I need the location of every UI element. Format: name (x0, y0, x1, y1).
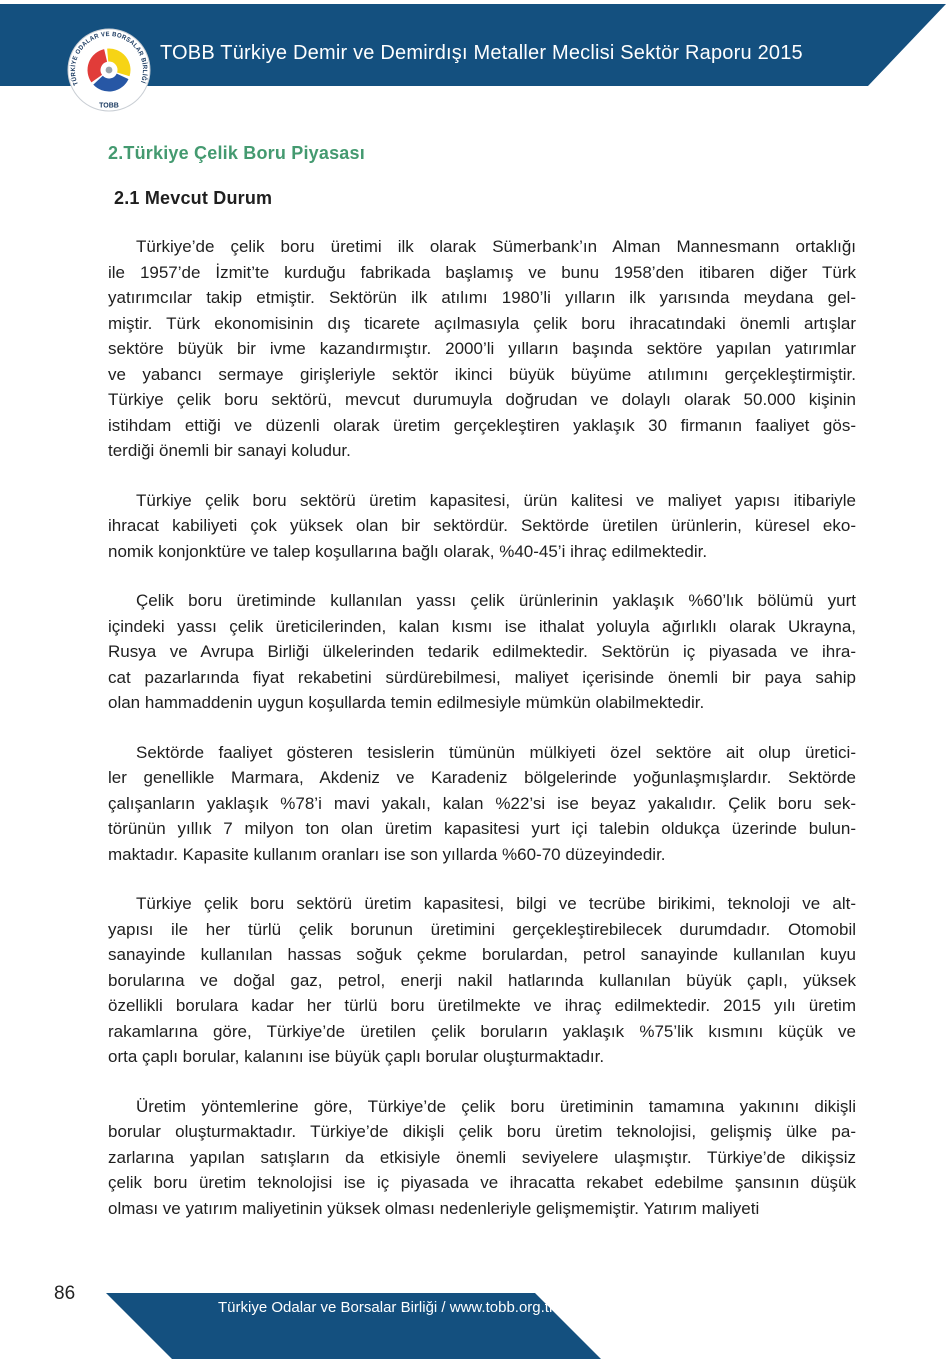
section-title: 2.Türkiye Çelik Boru Piyasası (108, 143, 365, 163)
text-line: törünün yıllık 7 milyon ton olan üretim kapasitesi yurt içi talebin oldukça üzerinde bulun- (108, 819, 856, 838)
text-line: borularına ve doğal gaz, petrol, enerji nakil hatlarında kullanılan büyük çaplı, yüksek (108, 970, 856, 990)
text-line: Türkiye çelik boru sektörü üretim kapasitesi, bilgi ve tecrübe birikimi, teknoloji ve alt- (136, 894, 856, 913)
text-line: sektöre büyük bir ivme kazandırmıştır. 2000’li yılların başında sektöre yapılan yatırımlar (108, 339, 856, 358)
page-number: 86 (54, 1283, 76, 1304)
text-line: terdiği önemli bir sanayi koludur. (108, 441, 351, 460)
paragraph (108, 1094, 856, 1222)
text-line: istihdam ettiği ve düzenli olarak üretim gerçekleştiren yaklaşık 30 firmanın faaliyet gös- (108, 415, 856, 435)
text-line: nomik konjonktüre ve talep koşullarına bağlı olarak, %40-45’i ihraç edilmektedir. (108, 541, 708, 561)
report-title: TOBB Türkiye Demir ve Demirdışı Metaller Meclisi Sektör Raporu 2015 (160, 42, 803, 64)
text-line: çalışanların yaklaşık %78’i mavi yakalı, kalan %22’si ise beyaz yakalıdır. Çelik boru sek- (108, 793, 856, 813)
subsection-title: 2.1 Mevcut Durum (114, 188, 273, 208)
text-line: yapısı ile her türlü çelik borunun üretimini gerçekleştirebilecek durumdadır. Otomobil (108, 919, 856, 939)
logo-name-text: TOBB (99, 102, 119, 110)
paragraph (108, 234, 856, 464)
text-line: olması ve yatırım maliyetinin yüksek olması nedenleriyle gelişmemiştir. Yatırım maliyeti (108, 1198, 760, 1218)
tobb-logo-icon (59, 20, 159, 120)
footer-banner-text: Türkiye Odalar ve Borsalar Birliği / www.tobb.org.tr (218, 1299, 554, 1316)
text-line: olan hammaddenin uygun koşullarda temin edilmesiyle mümkün olabilmektedir. (108, 693, 705, 712)
text-line: ler genellikle Marmara, Akdeniz ve Karadeniz bölgelerinde yoğunlaşmışlardır. Sektörde (108, 768, 856, 787)
text-line: miştir. Türk ekonomisinin dış ticarete açılmasıyla çelik boru ihracatındaki önemli artışlar (108, 313, 856, 333)
text-line: Türkiye çelik boru sektörü, mevcut durumuyla doğrudan ve dolaylı olarak 50.000 kişinin (108, 390, 856, 409)
text-line: orta çaplı borular, kalanını ise büyük çaplı borular oluşturmaktadır. (108, 1047, 605, 1066)
text-line: ve yabancı sermaye girişleriyle sektör ikinci büyük büyüme atılımını gerçekleştirmiştir. (108, 364, 856, 384)
logo-ring-text: TÜRKİYE ODALAR VE BORSALAR BİRLİĞİ (69, 30, 149, 87)
text-line: içindeki yassı çelik üreticilerinden, kalan kısmı ise ithalat yoluyla ağırlıklı olarak Ukrayna, (108, 616, 856, 636)
text-line: sanayinde kullanılan hassas soğuk çekme borulardan, petrol sanayinde kullanılan kuyu (108, 945, 856, 964)
text-line: zarlarına yapılan satışların da etkisiyle önemli seviyelere ulaşmıştır. Türkiye’de dikişsiz (108, 1147, 856, 1167)
text-line: Sektörde faaliyet gösteren tesislerin tümünün mülkiyeti özel sektöre ait olup üretici- (136, 742, 856, 762)
logo-emblem-icon (88, 54, 124, 90)
text-line: Türkiye çelik boru sektörü üretim kapasitesi, ürün kalitesi ve maliyet yapısı itibariyle (136, 490, 856, 510)
body-text (108, 234, 856, 1245)
paragraph (108, 588, 856, 716)
paragraph (108, 488, 856, 565)
paragraph (108, 891, 856, 1070)
text-line: maktadır. Kapasite kullanım oranları ise son yıllarda %60-70 düzeyindedir. (108, 844, 666, 864)
text-line: çelik boru üretim teknolojisi ise iç piyasada ve ihracatta rekabet edebilme şansının düşük (108, 1173, 856, 1192)
text-line: Üretim yöntemlerine göre, Türkiye’de çelik boru üretiminin tamamına yakınını dikişli (136, 1096, 856, 1116)
text-line: rakamlarına göre, Türkiye’de üretilen çelik boruların yaklaşık %75’lik kısmını küçük ve (108, 1021, 856, 1041)
text-line: cat pazarlarında fiyat rekabetini sürdürebilmesi, maliyet içerisinde önemli bir paya sahip (108, 667, 856, 687)
text-line: borular oluşturmaktadır. Türkiye’de dikişli çelik boru üretim teknolojisi, gelişmiş ülke pa- (108, 1122, 856, 1141)
paragraph (108, 740, 856, 868)
text-line: Çelik boru üretiminde kullanılan yassı çelik ürünlerinin yaklaşık %60’lık bölümü yurt (136, 591, 856, 610)
text-line: yatırımcılar takip etmiştir. Sektörün ilk atılımı 1980’li yılların ilk yarısında meydana gel- (108, 288, 856, 307)
text-line: ihracat kabiliyeti çok yüksek olan bir sektördür. Sektörde üretilen ürünlerin, küresel eko- (108, 516, 856, 535)
text-line: ile 1957’de İzmit’te kurduğu fabrikada başlamış ve bunu 1958’den itibaren diğer Türk (108, 262, 856, 282)
text-line: Türkiye’de çelik boru üretimi ilk olarak Sümerbank’ın Alman Mannesmann ortaklığı (136, 237, 856, 256)
text-line: Rusya ve Avrupa Birliği ülkelerinden tedarik edilmektedir. Sektörün iç piyasada ve ihra- (108, 642, 856, 661)
text-line: özellikli borulara kadar her türlü boru üretilmekte ve ihraç edilmektedir. 2015 yılı üretim (108, 996, 856, 1015)
